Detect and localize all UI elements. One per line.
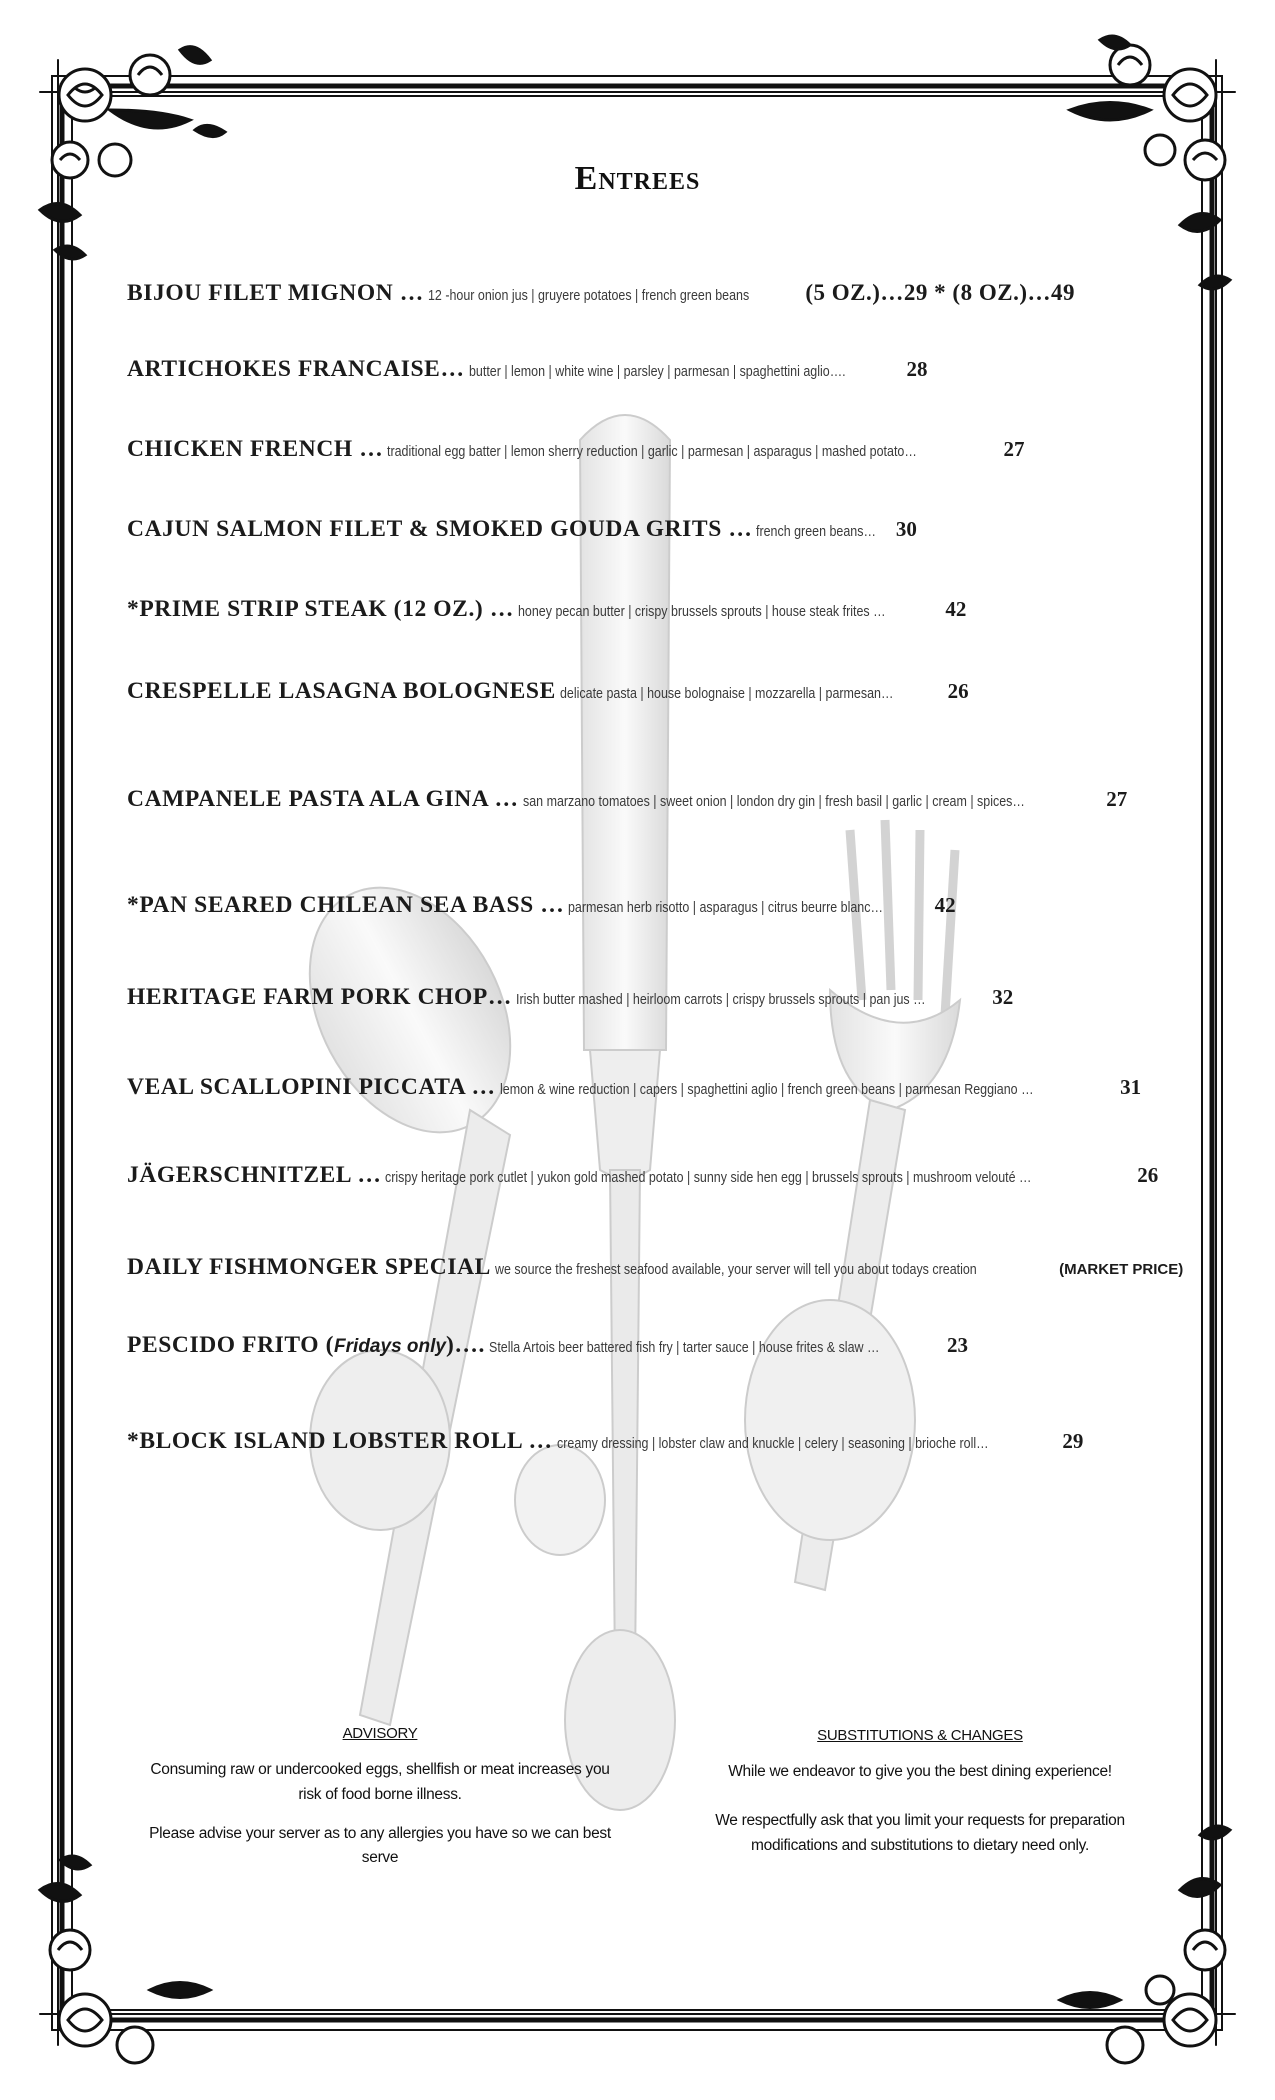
entree-description: lemon & wine reduction | capers | spaghettini aglio | french green beans | parmesan Reggiano … <box>499 1082 1034 1098</box>
entree-name-italic: Fridays only <box>334 1336 446 1357</box>
entree-description: honey pecan butter | crispy brussels sprouts | house steak frites … <box>517 604 886 620</box>
entree-name: HERITAGE FARM PORK CHOP… <box>127 984 512 1010</box>
entree-cajun-salmon <box>127 516 1157 543</box>
entree-description: creamy dressing | lobster claw and knuckle | celery | seasoning | brioche roll… <box>556 1436 989 1452</box>
entree-description: parmesan herb risotto | asparagus | citrus beurre blanc… <box>568 900 884 916</box>
entree-daily-fishmonger-special <box>127 1254 1184 1281</box>
entree-description: french green beans… <box>756 524 877 540</box>
entree-chicken-french <box>127 436 1157 463</box>
advisory-heading: ADVISORY <box>342 1725 418 1742</box>
entree-price: 27 <box>1106 787 1128 811</box>
entree-jagerschnitzel <box>127 1162 1157 1189</box>
entree-price: 26 <box>947 679 969 703</box>
entree-name: VEAL SCALLOPINI PICCATA … <box>127 1074 496 1100</box>
entree-name: CAMPANELE PASTA ALA GINA … <box>127 786 519 812</box>
entree-description: butter | lemon | white wine | parsley | parmesan | spaghettini aglio…. <box>468 364 846 380</box>
advisory-note <box>140 1725 620 1885</box>
entree-campanele-pasta <box>127 786 1157 813</box>
substitutions-heading: SUBSTITUTIONS & CHANGES <box>817 1727 1023 1744</box>
entree-artichokes-francaise <box>127 356 1157 383</box>
substitutions-line-1: While we endeavor to give you the best dining experience! <box>728 1763 1112 1780</box>
entree-name: CAJUN SALMON FILET & SMOKED GOUDA GRITS … <box>127 516 753 542</box>
entree-price: 23 <box>947 1333 968 1357</box>
entree-description: crispy heritage pork cutlet | yukon gold mashed potato | sunny side hen egg | brussels sprouts | mushroom velouté … <box>385 1170 1032 1186</box>
entree-name-lead: PESCIDO FRITO ( <box>127 1332 335 1358</box>
entree-description: san marzano tomatoes | sweet onion | london dry gin | fresh basil | garlic | cream | spices… <box>522 794 1025 810</box>
entree-crespelle-lasagna <box>127 678 1157 705</box>
fork-icon <box>745 820 960 1590</box>
entree-price: 30 <box>895 517 917 541</box>
advisory-line-2: Please advise your server as to any allergies you have so we can best serve <box>149 1824 611 1867</box>
entree-pescido-frito <box>127 1332 1157 1359</box>
knife-icon <box>565 415 675 1810</box>
entree-name: *BLOCK ISLAND LOBSTER ROLL … <box>127 1428 553 1454</box>
entree-price: 26 <box>1137 1163 1159 1187</box>
entree-prime-strip-steak <box>127 596 1157 623</box>
entree-price: 28 <box>906 357 928 381</box>
entree-veal-scallopini <box>127 1074 1157 1101</box>
entree-name: BIJOU FILET MIGNON … <box>127 280 424 306</box>
entree-description: we source the freshest seafood available, your server will tell you about todays creation <box>494 1262 977 1278</box>
entree-name <box>127 1332 485 1358</box>
advisory-line-1: Consuming raw or undercooked eggs, shellfish or meat increases you risk of food borne illness. <box>150 1761 610 1803</box>
entree-description: Stella Artois beer battered fish fry | tarter sauce | house frites & slaw … <box>488 1340 880 1356</box>
entree-price: 32 <box>992 985 1014 1009</box>
substitutions-line-2: We respectfully ask that you limit your requests for preparation modifications and substitutions to dietary need only. <box>715 1811 1125 1854</box>
entree-name: *PAN SEARED CHILEAN SEA BASS … <box>127 892 565 918</box>
entree-block-island-lobster-roll <box>127 1428 1157 1455</box>
entree-name: ARTICHOKES FRANCAISE… <box>127 356 465 382</box>
entree-bijou-filet-mignon <box>127 280 1157 307</box>
entree-price: (5 OZ.)…29 * (8 OZ.)…49 <box>805 280 1075 305</box>
entree-price: 42 <box>945 597 967 621</box>
entree-heritage-pork-chop <box>127 984 1157 1011</box>
entree-name-tail: )…. <box>445 1332 485 1358</box>
entree-price: 27 <box>1003 437 1025 461</box>
entree-description: delicate pasta | house bolognaise | mozzarella | parmesan… <box>559 686 894 702</box>
entree-name: DAILY FISHMONGER SPECIAL <box>127 1254 491 1280</box>
entree-description: traditional egg batter | lemon sherry reduction | garlic | parmesan | asparagus | mashed potato… <box>387 444 918 460</box>
entree-name: CRESPELLE LASAGNA BOLOGNESE <box>127 678 556 704</box>
entree-name: CHICKEN FRENCH … <box>127 436 384 462</box>
entree-chilean-sea-bass <box>127 892 1157 919</box>
entree-price: 42 <box>934 893 956 917</box>
entree-description: 12 -hour onion jus | gruyere potatoes | french green beans <box>427 288 750 304</box>
menu-title: Entrees <box>574 160 701 197</box>
entree-name: JÄGERSCHNITZEL … <box>127 1162 382 1188</box>
entree-price: (MARKET PRICE) <box>1059 1261 1184 1278</box>
entree-price: 31 <box>1120 1075 1142 1099</box>
entree-description: Irish butter mashed | heirloom carrots | crispy brussels sprouts | pan jus … <box>515 992 926 1008</box>
entree-name: *PRIME STRIP STEAK (12 OZ.) … <box>127 596 514 622</box>
entree-price: 29 <box>1062 1429 1084 1453</box>
substitutions-note <box>690 1727 1150 1882</box>
